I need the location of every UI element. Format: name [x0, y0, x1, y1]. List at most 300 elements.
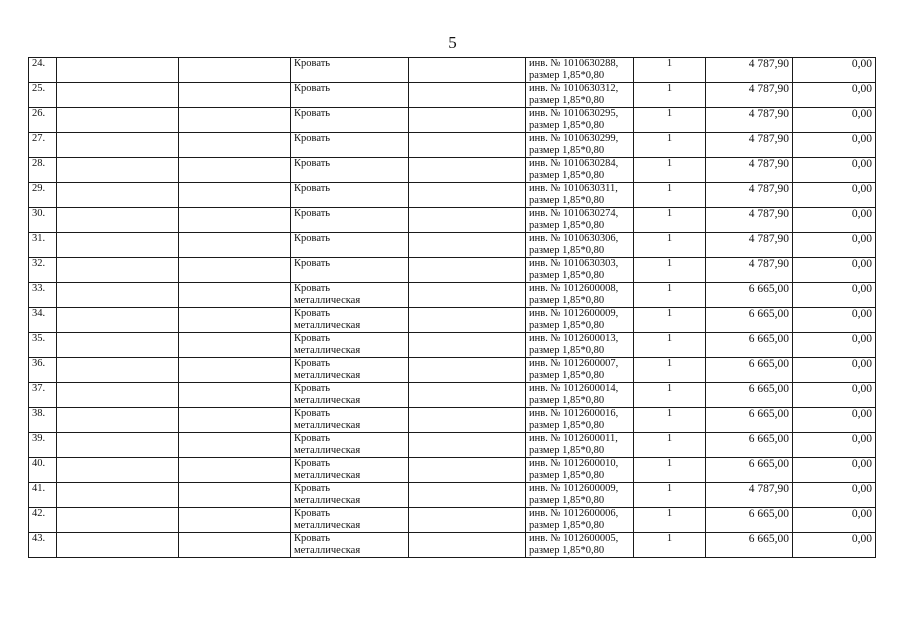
empty-cell [57, 183, 179, 208]
empty-cell [409, 308, 526, 333]
item-description-size: размер 1,85*0,80 [529, 395, 605, 406]
item-quantity-qty: 1 [666, 408, 673, 419]
item-description [526, 58, 634, 83]
item-quantity-qty: 1 [666, 533, 673, 544]
item-description-inv: инв. № 1010630288, [529, 58, 619, 69]
item-quantity-qty: 1 [666, 108, 673, 119]
item-quantity [634, 233, 706, 258]
row-number [29, 183, 57, 208]
empty-cell [179, 358, 291, 383]
item-book-value-sum: 4 787,90 [748, 58, 789, 70]
table-row [29, 408, 876, 433]
item-name-name: Кровать [294, 208, 331, 219]
item-book-value-sum: 4 787,90 [748, 133, 789, 145]
item-residual-value [793, 533, 876, 558]
item-name-name: Кровать [294, 108, 331, 119]
item-quantity-qty: 1 [666, 158, 673, 169]
item-name [291, 183, 409, 208]
row-number-num: 39. [32, 433, 46, 444]
item-name [291, 358, 409, 383]
row-number [29, 158, 57, 183]
empty-cell [57, 258, 179, 283]
item-description-inv: инв. № 1012600014, [529, 383, 619, 394]
item-quantity [634, 258, 706, 283]
table-row [29, 108, 876, 133]
item-book-value-sum: 6 665,00 [748, 408, 789, 420]
item-residual-value-amort: 0,00 [851, 158, 872, 170]
item-description-inv: инв. № 1010630274, [529, 208, 619, 219]
item-name [291, 208, 409, 233]
row-number-num: 27. [32, 133, 46, 144]
table-row [29, 533, 876, 558]
empty-cell [409, 233, 526, 258]
item-description-size: размер 1,85*0,80 [529, 70, 605, 81]
item-residual-value-amort: 0,00 [851, 508, 872, 520]
item-residual-value-amort: 0,00 [851, 58, 872, 70]
item-quantity [634, 183, 706, 208]
item-residual-value-amort: 0,00 [851, 208, 872, 220]
item-description-size: размер 1,85*0,80 [529, 345, 605, 356]
item-quantity-qty: 1 [666, 358, 673, 369]
item-book-value-sum: 6 665,00 [748, 433, 789, 445]
item-book-value [706, 308, 793, 333]
item-residual-value [793, 408, 876, 433]
table-body [29, 58, 876, 558]
empty-cell [179, 308, 291, 333]
item-book-value-sum: 6 665,00 [748, 333, 789, 345]
row-number-num: 32. [32, 258, 46, 269]
empty-cell [57, 83, 179, 108]
item-description-inv: инв. № 1012600009, [529, 308, 619, 319]
item-name-name: Кровать [294, 483, 331, 494]
item-description-inv: инв. № 1010630311, [529, 183, 618, 194]
row-number-num: 38. [32, 408, 46, 419]
row-number [29, 233, 57, 258]
row-number-num: 43. [32, 533, 46, 544]
inventory-table [28, 57, 876, 558]
item-name-name2: металлическая [294, 395, 361, 406]
item-name [291, 433, 409, 458]
empty-cell [409, 208, 526, 233]
item-name-name2: металлическая [294, 545, 361, 556]
table-row [29, 283, 876, 308]
item-residual-value [793, 283, 876, 308]
row-number-num: 24. [32, 58, 46, 69]
item-book-value [706, 133, 793, 158]
item-name [291, 533, 409, 558]
item-name-name2: металлическая [294, 495, 361, 506]
table-row [29, 383, 876, 408]
item-description-size: размер 1,85*0,80 [529, 470, 605, 481]
item-residual-value [793, 108, 876, 133]
item-book-value-sum: 6 665,00 [748, 308, 789, 320]
item-residual-value-amort: 0,00 [851, 308, 872, 320]
row-number [29, 383, 57, 408]
item-description-size: размер 1,85*0,80 [529, 370, 605, 381]
row-number [29, 308, 57, 333]
table-row [29, 458, 876, 483]
item-book-value-sum: 6 665,00 [748, 358, 789, 370]
item-book-value [706, 458, 793, 483]
table-row [29, 483, 876, 508]
empty-cell [179, 433, 291, 458]
item-description-inv: инв. № 1012600016, [529, 408, 619, 419]
row-number-num: 25. [32, 83, 46, 94]
item-description-size: размер 1,85*0,80 [529, 445, 605, 456]
item-name-name2: металлическая [294, 320, 361, 331]
item-quantity-qty: 1 [666, 233, 673, 244]
item-book-value [706, 483, 793, 508]
empty-cell [57, 433, 179, 458]
item-quantity-qty: 1 [666, 508, 673, 519]
empty-cell [409, 83, 526, 108]
item-residual-value [793, 358, 876, 383]
item-description [526, 408, 634, 433]
item-book-value-sum: 4 787,90 [748, 483, 789, 495]
empty-cell [57, 133, 179, 158]
item-description-inv: инв. № 1010630284, [529, 158, 619, 169]
row-number-num: 37. [32, 383, 46, 394]
row-number-num: 29. [32, 183, 46, 194]
item-name-name: Кровать [294, 358, 331, 369]
item-description [526, 308, 634, 333]
item-residual-value-amort: 0,00 [851, 358, 872, 370]
row-number [29, 508, 57, 533]
empty-cell [57, 533, 179, 558]
empty-cell [409, 433, 526, 458]
empty-cell [57, 308, 179, 333]
item-description-size: размер 1,85*0,80 [529, 245, 605, 256]
item-book-value [706, 58, 793, 83]
item-book-value [706, 333, 793, 358]
item-name [291, 133, 409, 158]
item-residual-value [793, 333, 876, 358]
item-description-inv: инв. № 1012600008, [529, 283, 619, 294]
item-name-name: Кровать [294, 533, 331, 544]
item-residual-value-amort: 0,00 [851, 83, 872, 95]
item-quantity [634, 408, 706, 433]
item-quantity-qty: 1 [666, 433, 673, 444]
item-description-size: размер 1,85*0,80 [529, 520, 605, 531]
item-quantity [634, 283, 706, 308]
row-number [29, 133, 57, 158]
row-number [29, 258, 57, 283]
item-book-value [706, 383, 793, 408]
item-residual-value [793, 458, 876, 483]
item-book-value-sum: 4 787,90 [748, 233, 789, 245]
item-name-name: Кровать [294, 283, 331, 294]
table-row [29, 208, 876, 233]
empty-cell [179, 208, 291, 233]
item-description-inv: инв. № 1012600009, [529, 483, 619, 494]
item-quantity-qty: 1 [666, 483, 673, 494]
item-quantity [634, 358, 706, 383]
item-name-name: Кровать [294, 133, 331, 144]
item-residual-value [793, 233, 876, 258]
item-book-value-sum: 4 787,90 [748, 183, 789, 195]
item-description [526, 208, 634, 233]
empty-cell [179, 458, 291, 483]
empty-cell [409, 58, 526, 83]
item-quantity-qty: 1 [666, 208, 673, 219]
empty-cell [57, 233, 179, 258]
empty-cell [409, 358, 526, 383]
item-book-value-sum: 6 665,00 [748, 508, 789, 520]
row-number [29, 433, 57, 458]
item-quantity-qty: 1 [666, 133, 673, 144]
item-residual-value [793, 383, 876, 408]
item-residual-value-amort: 0,00 [851, 108, 872, 120]
item-quantity [634, 133, 706, 158]
empty-cell [179, 383, 291, 408]
item-quantity-qty: 1 [666, 333, 673, 344]
empty-cell [179, 258, 291, 283]
item-quantity-qty: 1 [666, 458, 673, 469]
item-residual-value-amort: 0,00 [851, 233, 872, 245]
empty-cell [409, 258, 526, 283]
item-description-inv: инв. № 1012600011, [529, 433, 618, 444]
empty-cell [179, 533, 291, 558]
item-residual-value-amort: 0,00 [851, 383, 872, 395]
item-name [291, 158, 409, 183]
item-description-size: размер 1,85*0,80 [529, 295, 605, 306]
item-quantity-qty: 1 [666, 183, 673, 194]
item-residual-value-amort: 0,00 [851, 483, 872, 495]
item-quantity [634, 533, 706, 558]
item-description-inv: инв. № 1012600007, [529, 358, 619, 369]
item-book-value-sum: 4 787,90 [748, 158, 789, 170]
item-residual-value [793, 208, 876, 233]
table-row [29, 333, 876, 358]
item-book-value [706, 158, 793, 183]
item-description-size: размер 1,85*0,80 [529, 220, 605, 231]
row-number [29, 408, 57, 433]
item-residual-value [793, 258, 876, 283]
empty-cell [179, 408, 291, 433]
item-quantity [634, 458, 706, 483]
item-quantity [634, 308, 706, 333]
item-name-name2: металлическая [294, 420, 361, 431]
item-description [526, 483, 634, 508]
item-description-inv: инв. № 1010630295, [529, 108, 619, 119]
row-number [29, 58, 57, 83]
item-name-name2: металлическая [294, 520, 361, 531]
item-description [526, 333, 634, 358]
item-quantity-qty: 1 [666, 383, 673, 394]
item-book-value [706, 283, 793, 308]
empty-cell [57, 158, 179, 183]
empty-cell [57, 483, 179, 508]
empty-cell [409, 508, 526, 533]
item-description [526, 358, 634, 383]
empty-cell [179, 83, 291, 108]
item-description-inv: инв. № 1010630299, [529, 133, 619, 144]
item-name-name2: металлическая [294, 295, 361, 306]
table-row [29, 233, 876, 258]
item-book-value-sum: 4 787,90 [748, 258, 789, 270]
row-number-num: 26. [32, 108, 46, 119]
empty-cell [179, 158, 291, 183]
item-residual-value-amort: 0,00 [851, 408, 872, 420]
item-description-size: размер 1,85*0,80 [529, 120, 605, 131]
item-residual-value [793, 158, 876, 183]
empty-cell [57, 458, 179, 483]
item-name [291, 408, 409, 433]
table-row [29, 133, 876, 158]
item-name-name: Кровать [294, 183, 331, 194]
item-name [291, 483, 409, 508]
row-number-num: 42. [32, 508, 46, 519]
row-number-num: 30. [32, 208, 46, 219]
item-name-name: Кровать [294, 58, 331, 69]
row-number [29, 483, 57, 508]
table-row [29, 358, 876, 383]
item-name [291, 258, 409, 283]
item-residual-value [793, 83, 876, 108]
item-book-value [706, 508, 793, 533]
row-number-num: 40. [32, 458, 46, 469]
item-name-name: Кровать [294, 258, 331, 269]
item-description [526, 183, 634, 208]
empty-cell [57, 383, 179, 408]
item-quantity [634, 83, 706, 108]
item-book-value [706, 258, 793, 283]
item-book-value-sum: 4 787,90 [748, 108, 789, 120]
item-description [526, 508, 634, 533]
item-book-value [706, 533, 793, 558]
item-name [291, 333, 409, 358]
row-number-num: 41. [32, 483, 46, 494]
item-residual-value-amort: 0,00 [851, 333, 872, 345]
row-number-num: 36. [32, 358, 46, 369]
item-quantity [634, 333, 706, 358]
item-name [291, 83, 409, 108]
table-row [29, 433, 876, 458]
row-number [29, 533, 57, 558]
item-description-size: размер 1,85*0,80 [529, 195, 605, 206]
empty-cell [179, 233, 291, 258]
item-book-value [706, 358, 793, 383]
empty-cell [409, 333, 526, 358]
item-description-size: размер 1,85*0,80 [529, 320, 605, 331]
empty-cell [409, 458, 526, 483]
empty-cell [409, 483, 526, 508]
empty-cell [57, 358, 179, 383]
row-number [29, 458, 57, 483]
item-name [291, 508, 409, 533]
row-number [29, 358, 57, 383]
empty-cell [409, 533, 526, 558]
item-name-name2: металлическая [294, 470, 361, 481]
item-book-value [706, 408, 793, 433]
item-residual-value-amort: 0,00 [851, 283, 872, 295]
empty-cell [57, 108, 179, 133]
item-name-name: Кровать [294, 433, 331, 444]
table-row [29, 83, 876, 108]
item-description-size: размер 1,85*0,80 [529, 145, 605, 156]
item-quantity-qty: 1 [666, 83, 673, 94]
item-residual-value [793, 58, 876, 83]
item-quantity [634, 508, 706, 533]
empty-cell [179, 483, 291, 508]
row-number [29, 208, 57, 233]
item-book-value-sum: 4 787,90 [748, 83, 789, 95]
item-quantity-qty: 1 [666, 283, 673, 294]
empty-cell [57, 333, 179, 358]
table-row [29, 183, 876, 208]
item-name-name: Кровать [294, 333, 331, 344]
item-description [526, 533, 634, 558]
empty-cell [409, 158, 526, 183]
item-description-size: размер 1,85*0,80 [529, 495, 605, 506]
item-description [526, 258, 634, 283]
item-description-inv: инв. № 1012600010, [529, 458, 619, 469]
item-description-inv: инв. № 1010630306, [529, 233, 619, 244]
item-book-value-sum: 6 665,00 [748, 383, 789, 395]
empty-cell [57, 208, 179, 233]
row-number [29, 108, 57, 133]
row-number-num: 31. [32, 233, 46, 244]
item-name [291, 308, 409, 333]
empty-cell [409, 108, 526, 133]
item-name-name: Кровать [294, 158, 331, 169]
item-description-size: размер 1,85*0,80 [529, 170, 605, 181]
empty-cell [57, 408, 179, 433]
item-residual-value-amort: 0,00 [851, 258, 872, 270]
item-name-name: Кровать [294, 458, 331, 469]
item-residual-value-amort: 0,00 [851, 433, 872, 445]
item-book-value [706, 108, 793, 133]
empty-cell [179, 283, 291, 308]
item-residual-value [793, 508, 876, 533]
item-book-value [706, 433, 793, 458]
item-description [526, 283, 634, 308]
row-number-num: 34. [32, 308, 46, 319]
item-description-inv: инв. № 1010630303, [529, 258, 619, 269]
row-number-num: 28. [32, 158, 46, 169]
item-book-value [706, 208, 793, 233]
item-description-inv: инв. № 1012600013, [529, 333, 619, 344]
item-description-inv: инв. № 1012600006, [529, 508, 619, 519]
empty-cell [409, 383, 526, 408]
row-number [29, 333, 57, 358]
item-residual-value-amort: 0,00 [851, 133, 872, 145]
table-row [29, 308, 876, 333]
item-residual-value [793, 308, 876, 333]
table-row [29, 508, 876, 533]
item-description [526, 233, 634, 258]
empty-cell [409, 283, 526, 308]
item-description [526, 108, 634, 133]
item-quantity [634, 383, 706, 408]
item-residual-value [793, 433, 876, 458]
item-residual-value [793, 483, 876, 508]
item-book-value [706, 233, 793, 258]
item-name-name: Кровать [294, 383, 331, 394]
item-name [291, 458, 409, 483]
row-number-num: 33. [32, 283, 46, 294]
row-number-num: 35. [32, 333, 46, 344]
table-row [29, 158, 876, 183]
table-row [29, 58, 876, 83]
item-quantity-qty: 1 [666, 258, 673, 269]
item-description-size: размер 1,85*0,80 [529, 545, 605, 556]
empty-cell [179, 108, 291, 133]
item-description [526, 158, 634, 183]
item-name [291, 283, 409, 308]
item-residual-value-amort: 0,00 [851, 458, 872, 470]
item-quantity [634, 158, 706, 183]
